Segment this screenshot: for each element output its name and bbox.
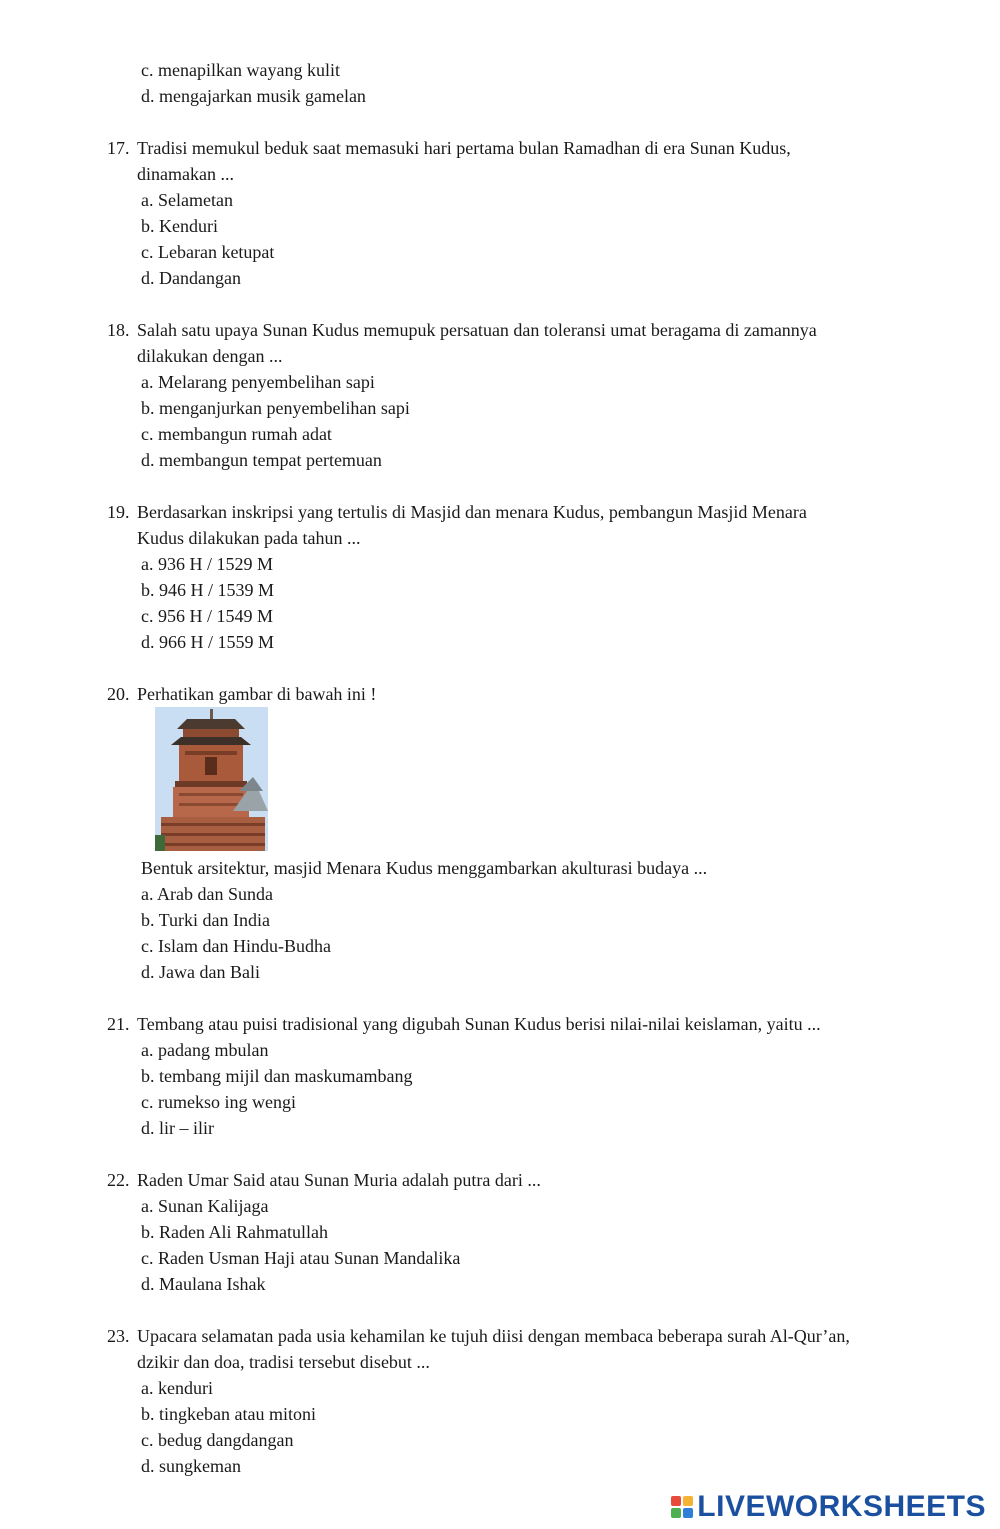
question-17-number: 17.	[107, 138, 130, 158]
question-20-option-a[interactable]: a. Arab dan Sunda	[141, 884, 273, 904]
question-17-option-d[interactable]: d. Dandangan	[141, 268, 241, 288]
question-21-option-a[interactable]: a. padang mbulan	[141, 1040, 269, 1060]
question-23-option-d[interactable]: d. sungkeman	[141, 1456, 241, 1476]
question-20-option-d[interactable]: d. Jawa dan Bali	[141, 962, 260, 982]
question-20-option-c[interactable]: c. Islam dan Hindu-Budha	[141, 936, 331, 956]
question-21-number: 21.	[107, 1014, 130, 1034]
question-21-option-c[interactable]: c. rumekso ing wengi	[141, 1092, 296, 1112]
question-20-text: Perhatikan gambar di bawah ini !	[137, 684, 377, 704]
question-18-option-a[interactable]: a. Melarang penyembelihan sapi	[141, 372, 375, 392]
option-d-prev[interactable]: d. mengajarkan musik gamelan	[141, 86, 366, 106]
question-18-option-c[interactable]: c. membangun rumah adat	[141, 424, 332, 444]
question-17-option-b[interactable]: b. Kenduri	[141, 216, 218, 236]
liveworksheets-logo[interactable]	[671, 1491, 986, 1523]
question-19-option-d[interactable]: d. 966 H / 1559 M	[141, 632, 275, 652]
question-20-stem: Bentuk arsitektur, masjid Menara Kudus menggambarkan akulturasi budaya ...	[141, 858, 708, 878]
question-23-text-cont: dzikir dan doa, tradisi tersebut disebut ...	[137, 1352, 430, 1372]
question-19-number: 19.	[107, 502, 130, 522]
question-18-number: 18.	[107, 320, 130, 340]
logo-square-blue	[683, 1508, 693, 1518]
question-18-option-b[interactable]: b. menganjurkan penyembelihan sapi	[141, 398, 410, 418]
question-22-option-c[interactable]: c. Raden Usman Haji atau Sunan Mandalika	[141, 1248, 461, 1268]
question-19-option-b[interactable]: b. 946 H / 1539 M	[141, 580, 275, 600]
question-21-option-d[interactable]: d. lir – ilir	[141, 1118, 214, 1138]
question-23-option-c[interactable]: c. bedug dangdangan	[141, 1430, 294, 1450]
tower-illustration	[155, 707, 268, 851]
question-21-option-b[interactable]: b. tembang mijil dan maskumambang	[141, 1066, 413, 1086]
question-22-number: 22.	[107, 1170, 130, 1190]
logo-square-yellow	[683, 1496, 693, 1506]
option-c-prev[interactable]: c. menapilkan wayang kulit	[141, 60, 340, 80]
question-23-text: Upacara selamatan pada usia kehamilan ke tujuh diisi dengan membaca beberapa surah Al-Qur’an,	[137, 1326, 850, 1346]
question-18-text: Salah satu upaya Sunan Kudus memupuk persatuan dan toleransi umat beragama di zamannya	[137, 320, 817, 340]
question-17-text: Tradisi memukul beduk saat memasuki hari pertama bulan Ramadhan di era Sunan Kudus,	[137, 138, 791, 158]
question-18-text-cont: dilakukan dengan ...	[137, 346, 283, 366]
liveworksheets-logo-icon	[671, 1496, 693, 1518]
question-20-number: 20.	[107, 684, 130, 704]
question-22-option-d[interactable]: d. Maulana Ishak	[141, 1274, 266, 1294]
menara-kudus-image	[155, 707, 268, 851]
liveworksheets-logo-text: LIVEWORKSHEETS	[697, 1490, 986, 1523]
question-20-option-b[interactable]: b. Turki dan India	[141, 910, 271, 930]
question-22-option-a[interactable]: a. Sunan Kalijaga	[141, 1196, 269, 1216]
question-17-option-c[interactable]: c. Lebaran ketupat	[141, 242, 275, 262]
question-23-option-b[interactable]: b. tingkeban atau mitoni	[141, 1404, 316, 1424]
question-22-text: Raden Umar Said atau Sunan Muria adalah putra dari ...	[137, 1170, 541, 1190]
question-17-option-a[interactable]: a. Selametan	[141, 190, 233, 210]
question-18-option-d[interactable]: d. membangun tempat pertemuan	[141, 450, 382, 470]
question-19-text-cont: Kudus dilakukan pada tahun ...	[137, 528, 361, 548]
question-19-option-a[interactable]: a. 936 H / 1529 M	[141, 554, 273, 574]
question-17-text-cont: dinamakan ...	[137, 164, 234, 184]
question-23-number: 23.	[107, 1326, 130, 1346]
question-22-option-b[interactable]: b. Raden Ali Rahmatullah	[141, 1222, 328, 1242]
logo-square-green	[671, 1508, 681, 1518]
question-21-text: Tembang atau puisi tradisional yang digubah Sunan Kudus berisi nilai-nilai keislaman, yaitu ...	[137, 1014, 821, 1034]
logo-square-red	[671, 1496, 681, 1506]
question-19-text: Berdasarkan inskripsi yang tertulis di Masjid dan menara Kudus, pembangun Masjid Menara	[137, 502, 807, 522]
question-23-option-a[interactable]: a. kenduri	[141, 1378, 213, 1398]
question-19-option-c[interactable]: c. 956 H / 1549 M	[141, 606, 273, 626]
